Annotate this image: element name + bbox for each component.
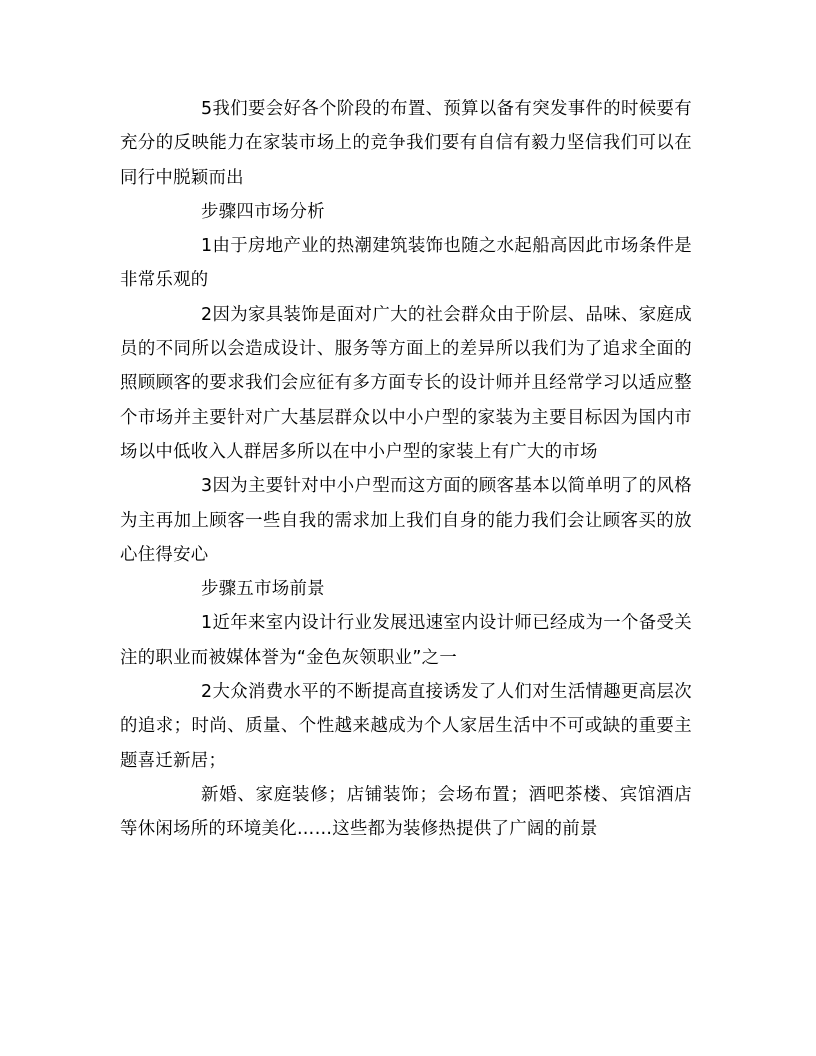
document-body	[120, 92, 692, 847]
paragraph-preparedness: 5我们要会好各个阶段的布置、预算以备有突发事件的时候要有充分的反映能力在家装市场上的竞争我们要有自信有毅力坚信我们可以在同行中脱颖而出	[120, 99, 692, 188]
heading-step-four-market-analysis: 步骤四市场分析	[201, 201, 325, 222]
paragraph-consumption-level: 2大众消费水平的不断提高直接诱发了人们对生活情趣更高层次的追求；时尚、质量、个性越来越成为个人家居生活中不可或缺的重要主题喜迁新居；	[120, 682, 692, 771]
paragraph-real-estate-boom: 1由于房地产业的热潮建筑装饰也随之水起船高因此市场条件是非常乐观的	[120, 236, 692, 291]
paragraph-small-apartments: 3因为主要针对中小户型而这方面的顾客基本以简单明了的风格为主再加上顾客一些自我的需求加上我们自身的能力我们会让顾客买的放心住得安心	[120, 476, 692, 565]
paragraph-customer-diversity: 2因为家具装饰是面对广大的社会群众由于阶层、品味、家庭成员的不同所以会造成设计、服务等方面上的差异所以我们为了追求全面的照顾顾客的要求我们会应征有多方面专长的设计师并且经常学习以适应整个市场并主要针对广大基层群众以中小户型的家装为主要目标因为国内市场以中低收入人群居多所以在中小户型的家装上有广大的市场	[120, 304, 692, 462]
paragraph-designer-profession: 1近年来室内设计行业发展迅速室内设计师已经成为一个备受关注的职业而被媒体誉为“金色灰领职业”之一	[120, 613, 692, 668]
heading-step-five-market-outlook: 步骤五市场前景	[201, 579, 325, 600]
paragraph-renovation-occasions: 新婚、家庭装修；店铺装饰；会场布置；酒吧茶楼、宾馆酒店等休闲场所的环境美化……这些都为装修热提供了广阔的前景	[120, 784, 692, 840]
